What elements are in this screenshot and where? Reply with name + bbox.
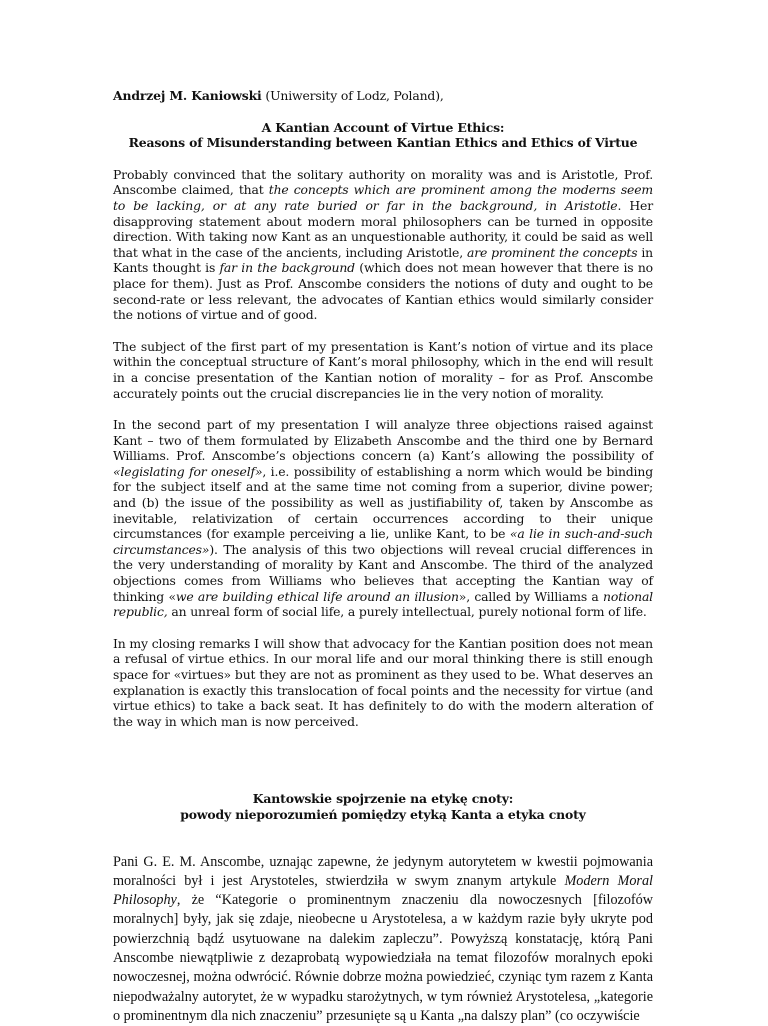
paragraph-2: The subject of the first part of my presentation is Kant’s notion of virtue and its place within the conceptual structure of Kant’s moral philosophy, which in the end will result in a concise presentation of the Kantian notion of morality – for as Prof. Anscombe accurately points out the crucial discrepancies lie in the very notion of morality.	[113, 338, 653, 401]
polish-text-c: , że “Kategorie o prominentnym znaczeniu dla nowoczesnych [filozofów moralnych] były, jak się zdaje, nieobecne u Arystotelesa, a w każdym razie były ukryte pod powierzchnią bądź usytuowane na dalekim zapleczu”. Powyższą konstatację, którą Pani Anscombe niewątpliwie z dezaprobatą wypowiedziała na temat filozofów moralnych epoki nowoczesnej, można odwrócić. Równie dobrze można powiedzieć, czyniąc tym razem z Kanta niepodważalny autorytet, że w wypadku starożytnych, w tym również Arystotelesa, „kategorie o prominentnym dla nich znaczeniu” przesunięte są u Kanta „na dalszy plan” (co oczywiście	[113, 892, 653, 1024]
p1-text-g: (which does not mean however that there is no place for them). Just as Prof. Anscombe considers the notions of duty and ought to be second-rate or less relevant, the advocates of Kantian ethics would similarly consider the notions of virtue and of good.	[113, 260, 653, 323]
p3-text-i: an unreal form of social life, a purely intellectual, purely notional form of life.	[167, 604, 647, 620]
paragraph-3	[113, 417, 653, 620]
polish-title-line-2: powody nieporozumień pomiędzy etyką Kanta a etyka cnoty	[180, 806, 586, 822]
polish-title	[113, 791, 653, 822]
polish-title-line-1: Kantowskie spojrzenie na etykę cnoty:	[252, 791, 514, 807]
p3-emph-republic: notional republic,	[113, 588, 653, 620]
p1-text-a: Probably convinced that the solitary authority on morality was and is Aristotle, Prof. Anscombe claimed, that	[113, 166, 653, 198]
author-name: Andrzej M. Kaniowski	[113, 88, 262, 103]
polish-emph-title: Modern Moral Philosophy	[113, 872, 653, 909]
polish-paragraph	[113, 853, 653, 1026]
author-line	[113, 88, 653, 104]
paragraph-1	[113, 167, 653, 323]
english-title	[113, 120, 653, 151]
p3-text-g: », called by Williams a	[458, 588, 604, 604]
p3-text-a: In the second part of my presentation I will analyze three objections raised against Kant – two of them formulated by Elizabeth Anscombe and the third one by Bernard Williams. Prof. Anscombe’s objections concern (a) Kant’s allowing the possibility of	[113, 417, 653, 464]
document-page	[113, 88, 653, 1026]
p1-emph-prominent: are prominent the concepts	[466, 244, 638, 260]
author-affiliation: (Uniwersity of Lodz, Poland),	[261, 88, 444, 103]
p3-emph-legislating: «legislating for oneself»	[113, 463, 263, 479]
english-title-line-2: Reasons of Misunderstanding between Kantian Ethics and Ethics of Virtue	[128, 135, 638, 151]
p3-text-c: , i.e. possibility of establishing a norm which would be binding for the subject itself and at the same time not coming from a superior, divine power; and (b) the issue of the possibility as well as justifiability of, taken by Anscombe as inevitable, relativization of certain occurrences according to their unique circumstances (for example perceiving a lie, unlike Kant, to be	[113, 463, 653, 542]
p1-text-c: . Her disapproving statement about modern moral philosophers can be turned in opposite direction. With taking now Kant as an unquestionable authority, it could be said as well that what in the case of the ancients, including Aristotle,	[113, 197, 653, 260]
paragraph-4: In my closing remarks I will show that advocacy for the Kantian position does not mean a refusal of virtue ethics. In our moral life and our moral thinking there is still enough space for «virtues» but they are not as prominent as they used to be. What deserves an explanation is exactly this translocation of focal points and the necessity for virtue (and virtue ethics) to take a back seat. It has definitely to do with the modern alteration of the way in which man is now perceived.	[113, 635, 653, 729]
p1-text-e: in Kants thought is	[113, 244, 654, 276]
p3-emph-illusion: we are building ethical life around an illusion	[175, 588, 459, 604]
english-title-line-1: A Kantian Account of Virtue Ethics:	[261, 119, 505, 135]
p3-emph-lie: «a lie in such-and-such circumstances»	[113, 526, 653, 557]
p1-quote-anscombe: the concepts which are prominent among the moderns seem to be lacking, or at any rate buried or far in the background, in Aristotle	[113, 182, 653, 213]
p3-text-e: ). The analysis of this two objections will reveal crucial differences in the very understanding of morality by Kant and Anscombe. The third of the analyzed objections comes from Williams who believes that accepting the Kantian way of thinking «	[113, 541, 653, 604]
polish-text-a: Pani G. E. M. Anscombe, uznając zapewne, że jedynym autorytetem w kwestii pojmowania moralności był i jest Arystoteles, stwierdziła w swym znanym artykule	[113, 853, 653, 889]
p1-emph-background: far in the background	[219, 260, 355, 276]
